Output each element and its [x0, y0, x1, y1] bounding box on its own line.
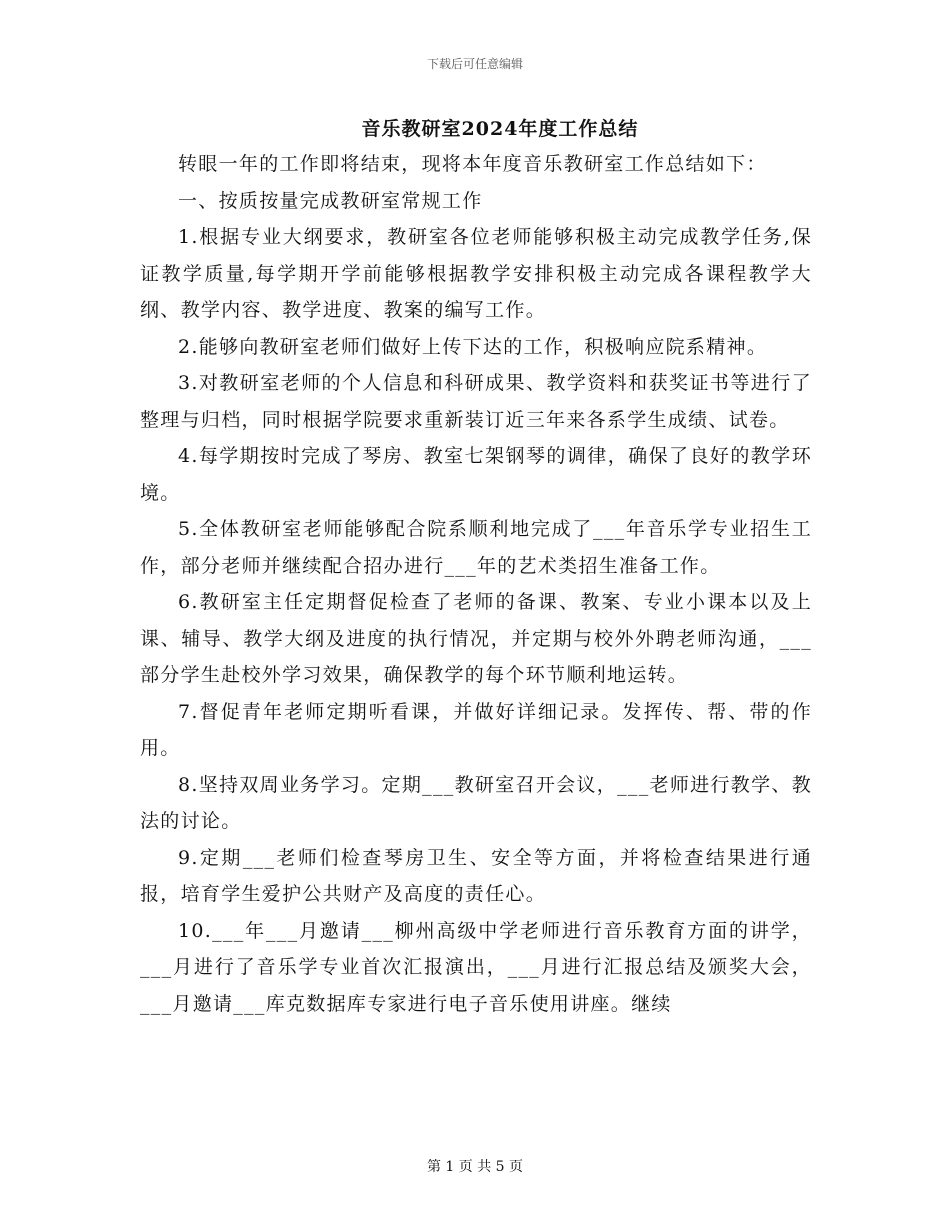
page-number: 第 1 页 共 5 页 [426, 1159, 524, 1175]
paragraph-item-10: 10.___年___月邀请___柳州高级中学老师进行音乐教育方面的讲学，___月进行了音乐学专业首次汇报演出，___月进行汇报总结及颁奖大会，___月邀请___库克数据库专家进行电子音乐使用讲座。继续 [140, 919, 812, 1015]
paragraph-item-2: 2.能够向教研室老师们做好上传下达的工作，积极响应院系精神。 [178, 335, 768, 358]
paragraph-item-8: 8.坚持双周业务学习。定期___教研室召开会议，___老师进行教学、教法的讨论。 [140, 773, 812, 832]
paragraph-intro: 转眼一年的工作即将结束，现将本年度音乐教研室工作总结如下： [178, 153, 767, 175]
section-heading: 一、按质按量完成教研室常规工作 [178, 189, 483, 212]
document-body [140, 146, 812, 1022]
paragraph-item-9: 9.定期___老师们检查琴房卫生、安全等方面，并将检查结果进行通报，培育学生爱护公共财产及高度的责任心。 [140, 846, 812, 905]
paragraph-item-6: 6.教研室主任定期督促检查了老师的备课、教案、专业小课本以及上课、辅导、教学大纲及进度的执行情况，并定期与校外外聘老师沟通，___部分学生赴校外学习效果，确保教学的每个环节顺利地运转。 [140, 591, 812, 686]
paragraph-item-1: 1.根据专业大纲要求，教研室各位老师能够积极主动完成教学任务,保证教学质量,每学期开学前能够根据教学安排积极主动完成各课程教学大纲、教学内容、教学进度、教案的编写工作。 [140, 226, 812, 321]
paragraph-item-4: 4.每学期按时完成了琴房、教室七架钢琴的调律，确保了良好的教学环境。 [140, 445, 812, 504]
paragraph-item-7: 7.督促青年老师定期听看课，并做好详细记录。发挥传、帮、带的作用。 [140, 700, 812, 759]
document-title: 音乐教研室2024年度工作总结 [361, 118, 639, 140]
header-note: 下载后可任意编辑 [426, 57, 523, 71]
paragraph-item-5: 5.全体教研室老师能够配合院系顺利地完成了___年音乐学专业招生工作，部分老师并继续配合招办进行___年的艺术类招生准备工作。 [140, 518, 812, 577]
paragraph-item-3: 3.对教研室老师的个人信息和科研成果、教学资料和获奖证书等进行了整理与归档，同时根据学院要求重新装订近三年来各系学生成绩、试卷。 [140, 372, 812, 431]
